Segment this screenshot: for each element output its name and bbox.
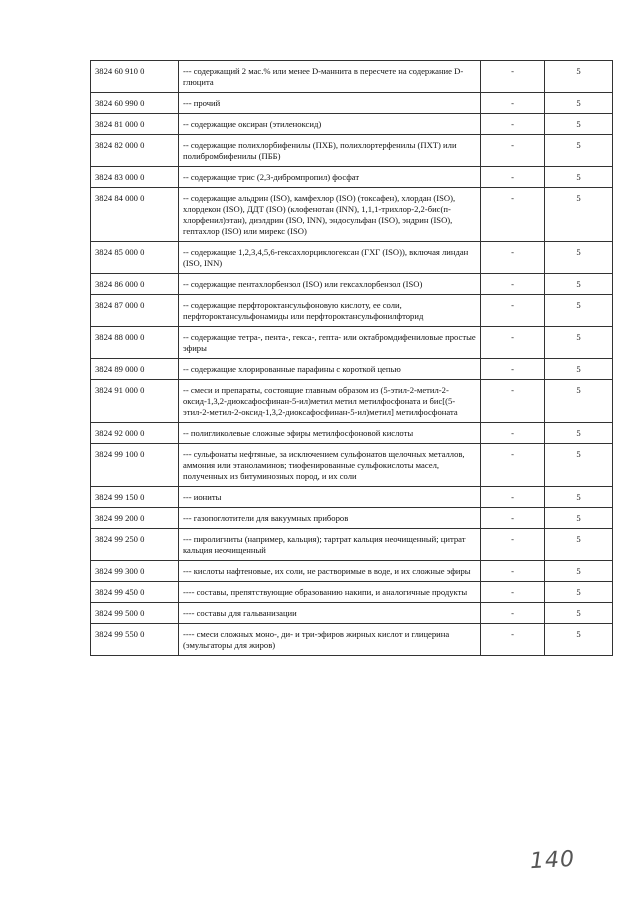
description-cell: -- содержащие полихлорбифенилы (ПХБ), полихлортерфенилы (ПХТ) или полибромбифенилы (ПББ): [179, 135, 481, 167]
description-cell: -- содержащие оксиран (этиленоксид): [179, 114, 481, 135]
rate-cell: 5: [545, 242, 613, 274]
code-cell: 3824 88 000 0: [91, 327, 179, 359]
code-cell: 3824 81 000 0: [91, 114, 179, 135]
rate-cell: 5: [545, 487, 613, 508]
dash-cell: -: [481, 561, 545, 582]
table-row: [91, 295, 613, 327]
rate-cell: 5: [545, 188, 613, 242]
dash-cell: -: [481, 188, 545, 242]
rate-cell: 5: [545, 561, 613, 582]
rate-cell: 5: [545, 423, 613, 444]
table-row: [91, 508, 613, 529]
rate-cell: 5: [545, 93, 613, 114]
code-cell: 3824 99 200 0: [91, 508, 179, 529]
rate-cell: 5: [545, 508, 613, 529]
rate-cell: 5: [545, 624, 613, 656]
description-cell: ---- составы, препятствующие образованию накипи, и аналогичные продукты: [179, 582, 481, 603]
code-cell: 3824 99 450 0: [91, 582, 179, 603]
table-row: [91, 603, 613, 624]
rate-cell: 5: [545, 603, 613, 624]
code-cell: 3824 99 150 0: [91, 487, 179, 508]
dash-cell: -: [481, 359, 545, 380]
description-cell: -- содержащие хлорированные парафины с короткой цепью: [179, 359, 481, 380]
description-cell: --- прочий: [179, 93, 481, 114]
table-row: [91, 135, 613, 167]
table-row: [91, 327, 613, 359]
description-cell: --- пиролигниты (например, кальция); тартрат кальция неочищенный; цитрат кальция неочищенный: [179, 529, 481, 561]
description-cell: ---- составы для гальванизации: [179, 603, 481, 624]
table-row: [91, 188, 613, 242]
rate-cell: 5: [545, 380, 613, 423]
code-cell: 3824 87 000 0: [91, 295, 179, 327]
rate-cell: 5: [545, 529, 613, 561]
dash-cell: -: [481, 529, 545, 561]
description-cell: --- содержащий 2 мас.% или менее D-маннита в пересчете на содержание D-глюцита: [179, 61, 481, 93]
description-cell: -- полигликолевые сложные эфиры метилфосфоновой кислоты: [179, 423, 481, 444]
code-cell: 3824 83 000 0: [91, 167, 179, 188]
dash-cell: -: [481, 274, 545, 295]
description-cell: --- иониты: [179, 487, 481, 508]
dash-cell: -: [481, 93, 545, 114]
description-cell: -- содержащие трис (2,3-дибромпропил) фосфат: [179, 167, 481, 188]
dash-cell: -: [481, 624, 545, 656]
table-row: [91, 529, 613, 561]
table-row: [91, 487, 613, 508]
table-row: [91, 624, 613, 656]
description-cell: -- содержащие пентахлорбензол (ISO) или гексахлорбензол (ISO): [179, 274, 481, 295]
description-cell: -- содержащие 1,2,3,4,5,6-гексахлорциклогексан (ГХГ (ISO)), включая линдан (ISO, INN): [179, 242, 481, 274]
code-cell: 3824 86 000 0: [91, 274, 179, 295]
code-cell: 3824 60 990 0: [91, 93, 179, 114]
code-cell: 3824 82 000 0: [91, 135, 179, 167]
table-row: [91, 114, 613, 135]
dash-cell: -: [481, 114, 545, 135]
table-row: [91, 242, 613, 274]
dash-cell: -: [481, 444, 545, 487]
dash-cell: -: [481, 603, 545, 624]
description-cell: -- смеси и препараты, состоящие главным образом из (5-этил-2-метил-2-оксид-1,3,2-диоксафосфинан-5-ил)метил метил метилфосфоната и бис[(5-этил-2-метил-2-оксид-1,3,2-диоксафосфинан-5-ил)метил] метилфосфоната: [179, 380, 481, 423]
dash-cell: -: [481, 380, 545, 423]
table-row: [91, 274, 613, 295]
table-row: [91, 93, 613, 114]
table-row: [91, 380, 613, 423]
dash-cell: -: [481, 508, 545, 529]
dash-cell: -: [481, 423, 545, 444]
dash-cell: -: [481, 295, 545, 327]
dash-cell: -: [481, 582, 545, 603]
table-row: [91, 167, 613, 188]
rate-cell: 5: [545, 167, 613, 188]
dash-cell: -: [481, 61, 545, 93]
description-cell: -- содержащие альдрин (ISO), камфехлор (ISO) (токсафен), хлордан (ISO), хлордекон (ISO), ДДТ (ISO) (клофенотан (INN), 1,1,1-трихлор-2,2-бис(п-хлорфенил)этан), диэлдрин (ISO, INN), эндосульфан (ISO), эндрин (ISO), гептахлор (ISO) или мирекс (ISO): [179, 188, 481, 242]
table-row: [91, 561, 613, 582]
description-cell: -- содержащие тетра-, пента-, гекса-, гепта- или октабромдифениловые простые эфиры: [179, 327, 481, 359]
tariff-table-body: [91, 61, 613, 656]
dash-cell: -: [481, 327, 545, 359]
table-row: [91, 444, 613, 487]
rate-cell: 5: [545, 327, 613, 359]
dash-cell: -: [481, 487, 545, 508]
rate-cell: 5: [545, 114, 613, 135]
rate-cell: 5: [545, 444, 613, 487]
table-row: [91, 359, 613, 380]
code-cell: 3824 89 000 0: [91, 359, 179, 380]
rate-cell: 5: [545, 135, 613, 167]
description-cell: --- газопоглотители для вакуумных приборов: [179, 508, 481, 529]
dash-cell: -: [481, 135, 545, 167]
description-cell: --- сульфонаты нефтяные, за исключением сульфонатов щелочных металлов, аммония или этаноламинов; тиофенированные сульфокислоты масел, полученных из битуминозных пород, и их соли: [179, 444, 481, 487]
rate-cell: 5: [545, 295, 613, 327]
tariff-table: [90, 60, 613, 656]
table-row: [91, 582, 613, 603]
rate-cell: 5: [545, 274, 613, 295]
code-cell: 3824 99 100 0: [91, 444, 179, 487]
description-cell: ---- смеси сложных моно-, ди- и три-эфиров жирных кислот и глицерина (эмульгаторы для жиров): [179, 624, 481, 656]
code-cell: 3824 99 250 0: [91, 529, 179, 561]
code-cell: 3824 84 000 0: [91, 188, 179, 242]
dash-cell: -: [481, 242, 545, 274]
code-cell: 3824 60 910 0: [91, 61, 179, 93]
code-cell: 3824 85 000 0: [91, 242, 179, 274]
rate-cell: 5: [545, 582, 613, 603]
description-cell: --- кислоты нафтеновые, их соли, не растворимые в воде, и их сложные эфиры: [179, 561, 481, 582]
code-cell: 3824 99 500 0: [91, 603, 179, 624]
table-row: [91, 61, 613, 93]
code-cell: 3824 91 000 0: [91, 380, 179, 423]
dash-cell: -: [481, 167, 545, 188]
table-row: [91, 423, 613, 444]
code-cell: 3824 99 550 0: [91, 624, 179, 656]
code-cell: 3824 92 000 0: [91, 423, 179, 444]
rate-cell: 5: [545, 61, 613, 93]
code-cell: 3824 99 300 0: [91, 561, 179, 582]
rate-cell: 5: [545, 359, 613, 380]
description-cell: -- содержащие перфтороктансульфоновую кислоту, ее соли, перфтороктансульфонамиды или перфтороктансульфонилфторид: [179, 295, 481, 327]
handwritten-page-number: 140: [529, 846, 576, 875]
